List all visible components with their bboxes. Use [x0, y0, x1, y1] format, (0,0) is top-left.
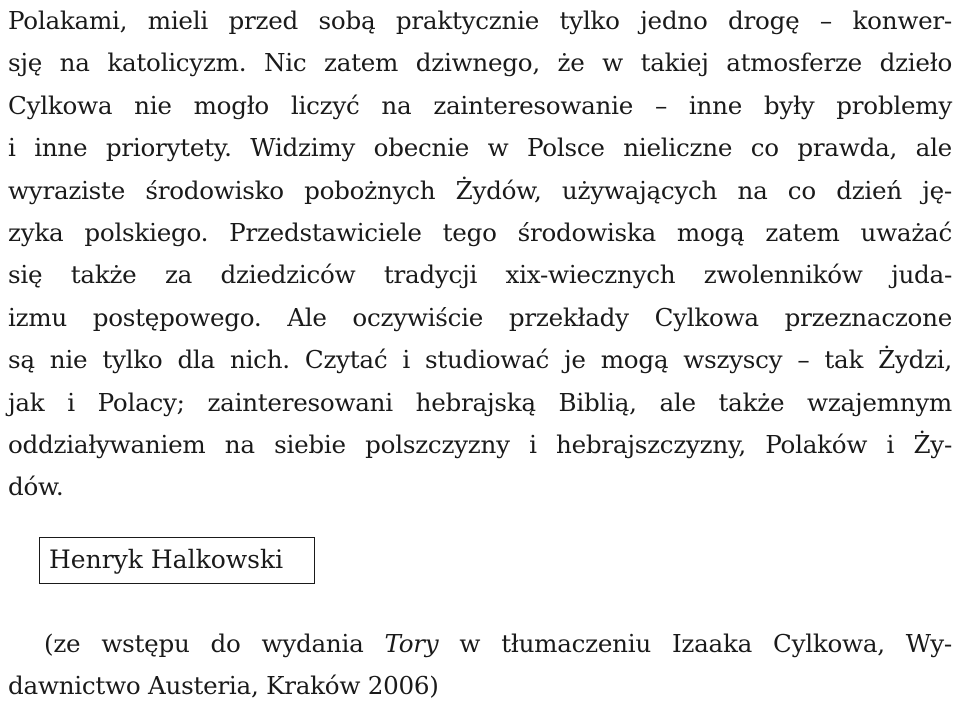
source-citation [8, 623, 952, 708]
citation-title: Tory [384, 629, 439, 658]
citation-suffix: w tłumaczeniu Izaaka Cylkowa, Wy- [438, 629, 952, 658]
citation-line [44, 623, 952, 665]
text-line: są nie tylko dla nich. Czytać i studiować je mogą wszyscy – tak Żydzi, [8, 345, 952, 375]
text-line: Polakami, mieli przed sobą praktycznie tylko jedno drogę – konwer- [8, 6, 952, 35]
citation-prefix: (ze wstępu do wydania [44, 629, 385, 658]
text-line: dów. [8, 472, 64, 502]
text-line: i inne priorytety. Widzimy obecnie w Polsce nieliczne co prawda, ale [8, 133, 952, 163]
text-line: jak i Polacy; zainteresowani hebrajską Biblią, ale także wzajemnym [8, 387, 952, 417]
author-signature-box [39, 537, 315, 584]
text-line: oddziaływaniem na siebie polszczyzny i hebrajszczyzny, Polaków i Ży- [8, 429, 952, 459]
text-line: Cylkowa nie mogło liczyć na zainteresowanie – inne były problemy [8, 90, 952, 120]
text-line: się także za dziedziców tradycji xix-wiecznych zwolenników juda- [8, 260, 952, 290]
text-line: wyraziste środowisko pobożnych Żydów, używających na co dzień ję- [8, 175, 952, 205]
text-line: zyka polskiego. Przedstawiciele tego środowiska mogą zatem uważać [8, 217, 952, 247]
text-line: sję na katolicyzm. Nic zatem dziwnego, że w takiej atmosferze dzieło [8, 48, 952, 78]
citation-line: dawnictwo Austeria, Kraków 2006) [8, 671, 439, 701]
text-line: izmu postępowego. Ale oczywiście przekłady Cylkowa przeznaczone [8, 302, 952, 332]
author-name: Henryk Halkowski [49, 545, 284, 574]
body-paragraph [8, 0, 952, 509]
